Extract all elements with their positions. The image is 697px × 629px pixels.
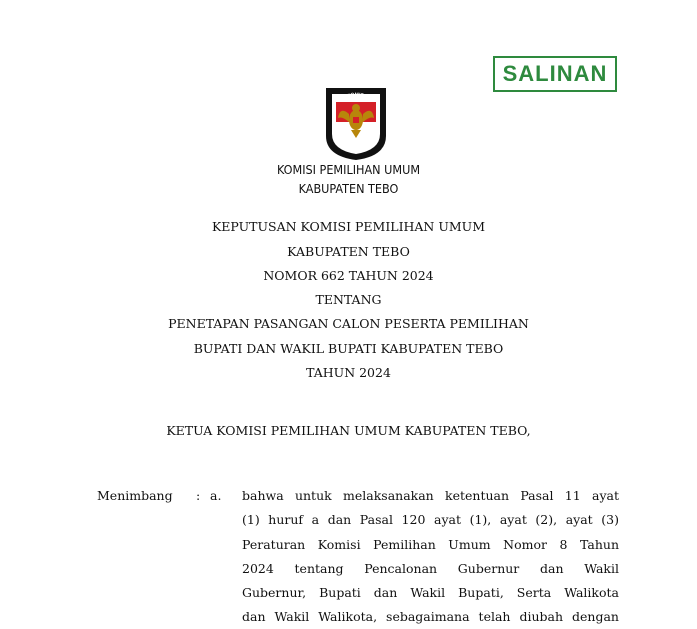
- considering-item-letter: a.: [210, 488, 222, 503]
- kpu-logo-icon: [322, 84, 390, 162]
- chair-heading: KETUA KOMISI PEMILIHAN UMUM KABUPATEN TEBO,: [166, 423, 531, 438]
- decree-subject-line2: BUPATI DAN WAKIL BUPATI KABUPATEN TEBO: [193, 341, 504, 356]
- decree-subject-line1: PENETAPAN PASANGAN CALON PESERTA PEMILIHAN: [168, 316, 529, 331]
- considering-label: Menimbang: [97, 488, 173, 503]
- considering-line: Gubernur, Bupati dan Wakil Bupati, Serta Walikota: [242, 585, 619, 600]
- decree-about: TENTANG: [315, 292, 382, 307]
- considering-line: Peraturan Komisi Pemilihan Umum Nomor 8 Tahun: [242, 537, 619, 552]
- header-region: KABUPATEN TEBO: [298, 181, 399, 196]
- considering-line: (1) huruf a dan Pasal 120 ayat (1), ayat (2), ayat (3): [242, 512, 619, 527]
- salinan-stamp: SALINAN: [493, 56, 617, 92]
- decree-title-line2: KABUPATEN TEBO: [287, 244, 410, 259]
- considering-line: bahwa untuk melaksanakan ketentuan Pasal 11 ayat: [242, 488, 619, 503]
- considering-line: 2024 tentang Pencalonan Gubernur dan Wakil: [242, 561, 619, 576]
- decree-subject-year: TAHUN 2024: [306, 365, 391, 380]
- considering-line: dan Wakil Walikota, sebagaimana telah diubah dengan: [242, 609, 619, 624]
- considering-colon: :: [196, 488, 201, 503]
- svg-text:KOMISI: KOMISI: [346, 91, 366, 100]
- decree-number: NOMOR 662 TAHUN 2024: [263, 268, 434, 283]
- header-institution: KOMISI PEMILIHAN UMUM: [276, 162, 421, 177]
- decree-title-line1: KEPUTUSAN KOMISI PEMILIHAN UMUM: [211, 219, 486, 234]
- svg-text:PEMILIHAN UMUM: PEMILIHAN UMUM: [337, 135, 375, 150]
